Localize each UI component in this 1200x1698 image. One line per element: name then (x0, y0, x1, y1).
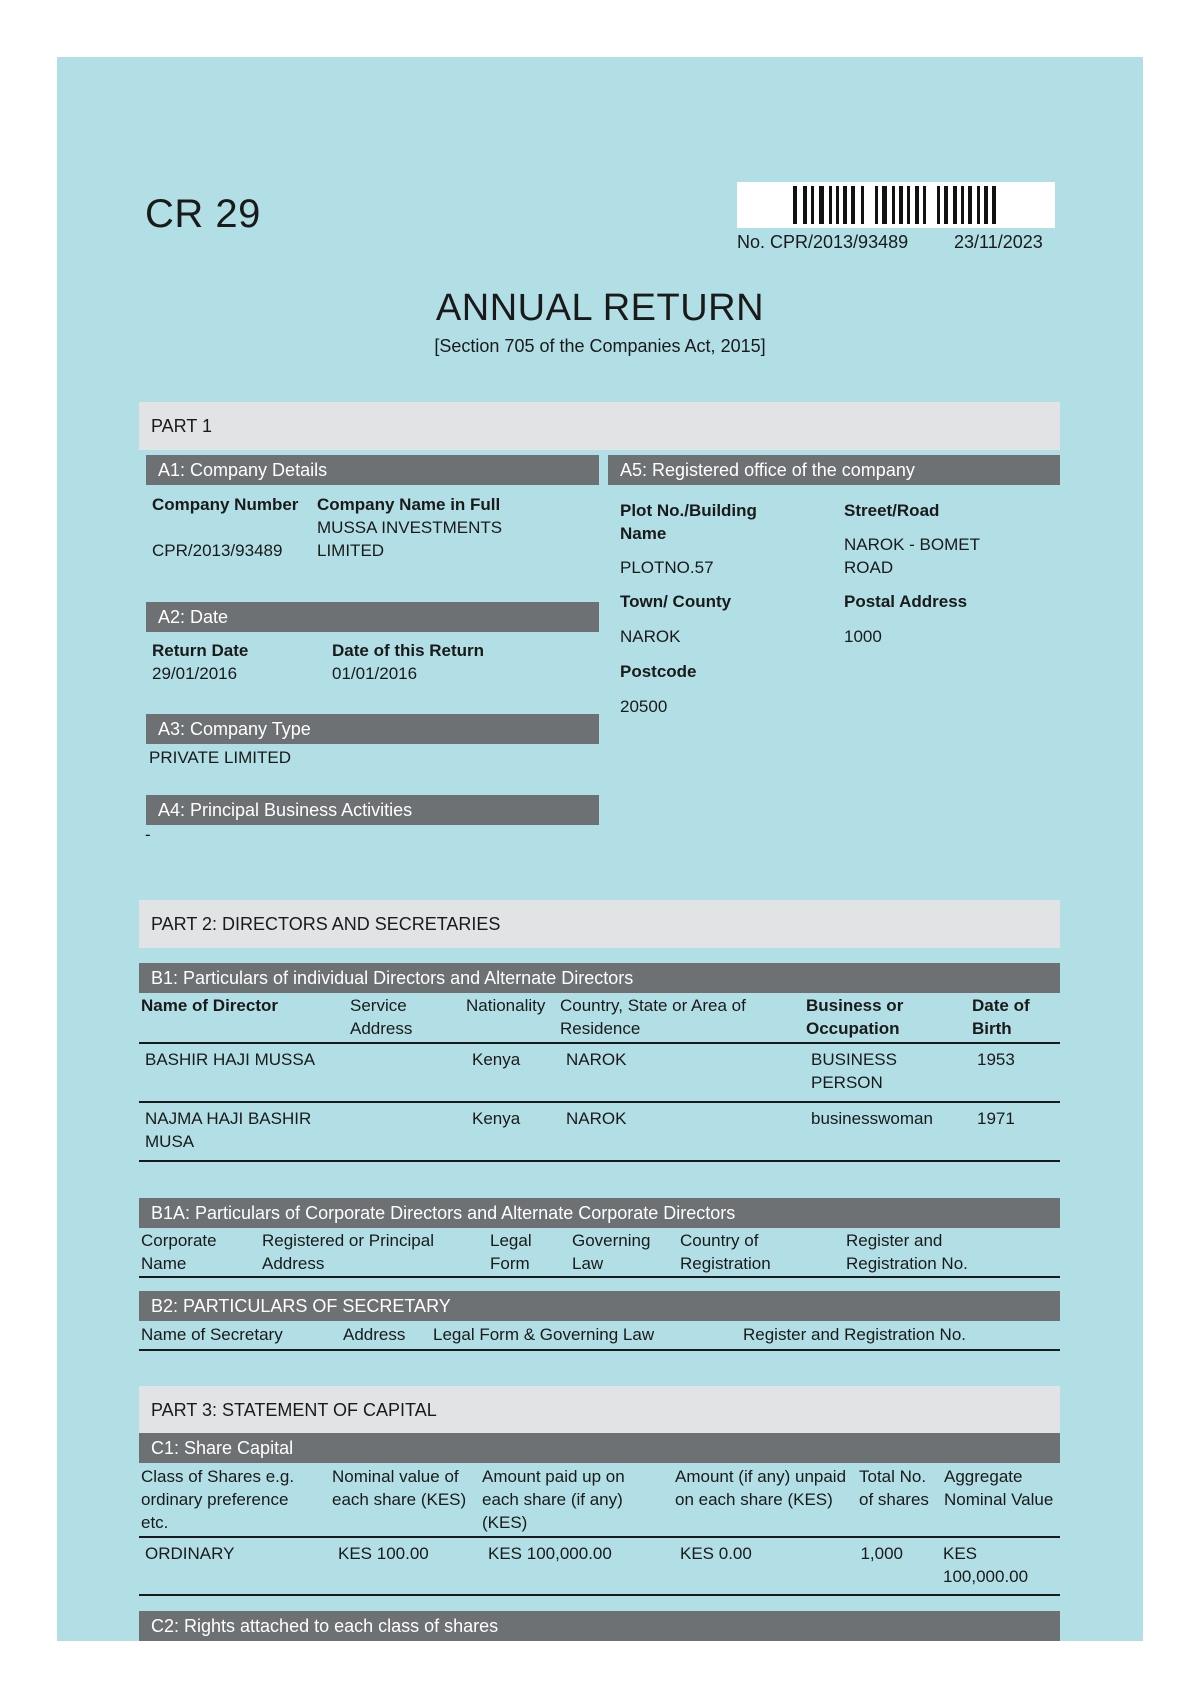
b2-header: B2: PARTICULARS OF SECRETARY (139, 1291, 1060, 1321)
b1a-col-name: Corporate Name (141, 1231, 217, 1273)
plot-value: PLOTNO.57 (620, 558, 714, 577)
postcode-value: 20500 (620, 697, 668, 716)
b1-header: B1: Particulars of individual Directors and Alternate Directors (139, 963, 1060, 993)
c1-col-total: Total No. of shares (859, 1467, 929, 1509)
b1a-col-country: Country of Registration (680, 1231, 771, 1273)
part2-heading: PART 2: DIRECTORS AND SECRETARIES (139, 900, 1060, 948)
b1-col-nationality: Nationality (466, 996, 546, 1015)
barcode (737, 182, 1055, 228)
b1-col-service-address: Service Address (350, 996, 413, 1038)
c1-row1-nominal: KES 100.00 (338, 1544, 429, 1563)
date-of-return-value: 01/01/2016 (332, 664, 418, 683)
b1a-col-register: Register and Registration No. (846, 1231, 968, 1273)
postal-value: 1000 (844, 627, 882, 646)
b1a-rule (139, 1276, 1060, 1278)
part3-heading: PART 3: STATEMENT OF CAPITAL (139, 1386, 1060, 1434)
a3-header: A3: Company Type (146, 714, 599, 744)
b1-col-occupation: Business or Occupation (806, 996, 904, 1038)
street-label: Street/Road (844, 501, 940, 520)
c1-row1-class: ORDINARY (145, 1544, 235, 1563)
b1-row2-dob: 1971 (977, 1109, 1015, 1128)
b1-row1-name: BASHIR HAJI MUSSA (145, 1050, 316, 1069)
b1-bottom-rule (139, 1160, 1060, 1162)
page-title: ANNUAL RETURN (435, 287, 765, 329)
b1-row1-occupation: BUSINESS PERSON (811, 1050, 897, 1092)
b1a-col-legal-form: Legal Form (490, 1231, 532, 1273)
b1-row2-occupation: businesswoman (811, 1109, 933, 1128)
b2-col-legal-form: Legal Form & Governing Law (433, 1325, 655, 1344)
b1-row2-name: NAJMA HAJI BASHIR MUSA (145, 1109, 312, 1151)
town-value: NAROK (620, 627, 681, 646)
a1-header: A1: Company Details (146, 455, 599, 485)
company-number-label: Company Number (152, 495, 299, 514)
town-label: Town/ County (620, 592, 732, 611)
b1-col-dob: Date of Birth (972, 996, 1030, 1038)
form-code: CR 29 (145, 192, 261, 236)
date-of-return-label: Date of this Return (332, 641, 485, 660)
plot-label: Plot No./Building Name (620, 501, 757, 543)
c1-bottom-rule (139, 1594, 1060, 1596)
c1-row1-unpaid: KES 0.00 (680, 1544, 752, 1563)
b1-col-residence: Country, State or Area of Residence (560, 996, 746, 1038)
b1a-col-address: Registered or Principal Address (262, 1231, 434, 1273)
a4-header: A4: Principal Business Activities (146, 795, 599, 825)
b2-col-name: Name of Secretary (141, 1325, 283, 1344)
b1-row-rule (139, 1101, 1060, 1103)
c1-col-paid: Amount paid up on each share (if any) (KES) (482, 1467, 625, 1532)
b2-col-register: Register and Registration No. (743, 1325, 967, 1344)
company-name-label: Company Name in Full (317, 495, 501, 514)
document-page (57, 57, 1143, 1641)
return-date-label: Return Date (152, 641, 249, 660)
issue-date: 23/11/2023 (954, 232, 1043, 252)
page-subtitle: [Section 705 of the Companies Act, 2015] (434, 336, 766, 356)
b1a-col-governing-law: Governing Law (572, 1231, 651, 1273)
c1-row1-total: 1,000 (860, 1544, 903, 1563)
c1-row1-paid: KES 100,000.00 (488, 1544, 612, 1563)
a5-header: A5: Registered office of the company (608, 455, 1060, 485)
business-activities-value: - (145, 825, 151, 844)
b1-row1-nationality: Kenya (472, 1050, 521, 1069)
b2-col-address: Address (343, 1325, 406, 1344)
b1-row2-nationality: Kenya (472, 1109, 521, 1128)
company-name-value: MUSSA INVESTMENTS LIMITED (317, 518, 503, 560)
c1-row1-aggregate: KES 100,000.00 (943, 1544, 1029, 1586)
c1-col-nominal: Nominal value of each share (KES) (332, 1467, 467, 1509)
company-type-value: PRIVATE LIMITED (149, 748, 292, 767)
b1-col-name: Name of Director (141, 996, 278, 1015)
b1-row1-residence: NAROK (566, 1050, 627, 1069)
c1-header: C1: Share Capital (139, 1433, 1060, 1463)
a2-header: A2: Date (146, 602, 599, 632)
b1a-header: B1A: Particulars of Corporate Directors and Alternate Corporate Directors (139, 1198, 1060, 1228)
b1-row2-residence: NAROK (566, 1109, 627, 1128)
b1-header-rule (139, 1042, 1060, 1044)
c1-col-aggregate: Aggregate Nominal Value (944, 1467, 1054, 1509)
c2-header: C2: Rights attached to each class of shares (139, 1611, 1060, 1641)
c1-col-class: Class of Shares e.g. ordinary preference etc. (141, 1467, 295, 1532)
reference-number: No. CPR/2013/93489 (737, 232, 909, 252)
b1-row1-dob: 1953 (977, 1050, 1015, 1069)
postcode-label: Postcode (620, 662, 697, 681)
part1-heading: PART 1 (139, 402, 1060, 450)
street-value: NAROK - BOMET ROAD (844, 535, 980, 577)
company-number-value: CPR/2013/93489 (152, 541, 283, 560)
c1-header-rule (139, 1536, 1060, 1538)
postal-label: Postal Address (844, 592, 968, 611)
b2-rule (139, 1349, 1060, 1351)
return-date-value: 29/01/2016 (152, 664, 238, 683)
c1-col-unpaid: Amount (if any) unpaid on each share (KES) (675, 1467, 847, 1509)
